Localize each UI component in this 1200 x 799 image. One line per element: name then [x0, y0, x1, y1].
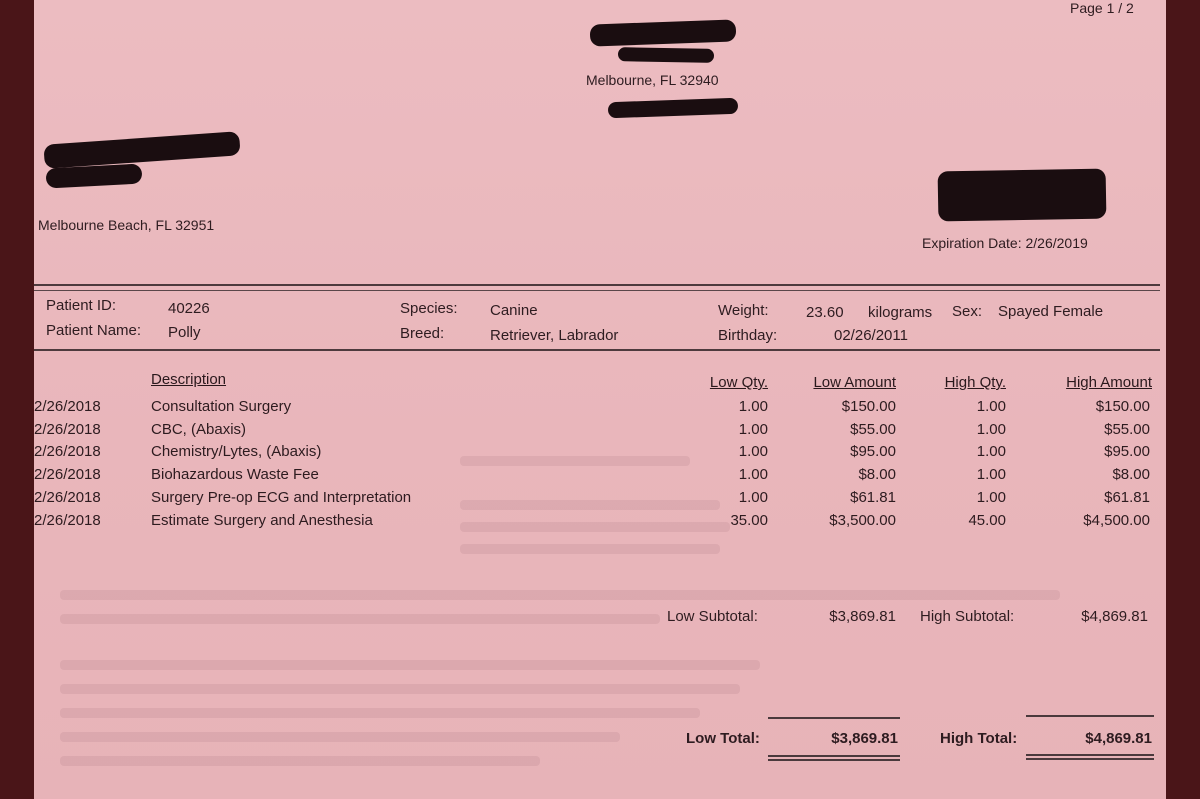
- table-row: [34, 443, 1166, 465]
- expiration-date: [922, 235, 1088, 251]
- row-low-amount: $95.00: [850, 443, 896, 460]
- row-high-qty: 1.00: [976, 489, 1006, 506]
- row-low-qty: 1.00: [738, 421, 768, 438]
- table-row: [34, 421, 1166, 443]
- row-high-qty: 1.00: [976, 466, 1006, 483]
- row-date: 2/26/2018: [34, 443, 101, 460]
- estimate-document: [34, 0, 1166, 799]
- row-low-qty: 1.00: [738, 443, 768, 460]
- redacted-estimate-info: [938, 169, 1107, 222]
- redacted-clinic-name: [590, 19, 737, 46]
- species-label: Species:: [400, 300, 458, 317]
- sex-label: Sex:: [952, 303, 983, 320]
- breed-label: Breed:: [400, 325, 445, 342]
- low-total-value: $3,869.81: [831, 730, 898, 747]
- row-date: 2/26/2018: [34, 466, 101, 483]
- patient-divider: [34, 349, 1160, 351]
- high-subtotal-label: High Subtotal:: [920, 608, 1015, 625]
- birthday-value: 02/26/2011: [834, 327, 908, 344]
- row-low-amount: $55.00: [850, 421, 896, 438]
- row-high-amount: $61.81: [1104, 489, 1150, 506]
- row-low-amount: $8.00: [858, 466, 896, 483]
- table-row: [34, 512, 1166, 534]
- row-high-qty: 45.00: [968, 512, 1006, 529]
- bleed-through-mark: [60, 732, 620, 742]
- patient-id-label: Patient ID:: [46, 297, 117, 314]
- row-high-amount: $8.00: [1112, 466, 1150, 483]
- redacted-client-name: [43, 131, 240, 169]
- low-subtotal-label: Low Subtotal:: [667, 608, 758, 625]
- row-date: 2/26/2018: [34, 398, 101, 415]
- top-divider: [34, 284, 1160, 286]
- breed-value: Retriever, Labrador: [490, 327, 619, 344]
- high-subtotal-value: $4,869.81: [1081, 608, 1148, 625]
- low-total-double-underline: [768, 755, 900, 761]
- redacted-clinic-suite: [618, 47, 714, 63]
- bleed-through-mark: [460, 544, 720, 554]
- expiration-label: Expiration Date:: [922, 235, 1022, 251]
- row-description: CBC, (Abaxis): [151, 421, 247, 438]
- header-high-amount: High Amount: [1066, 374, 1152, 391]
- row-high-amount: $95.00: [1104, 443, 1150, 460]
- weight-label: Weight:: [718, 302, 769, 319]
- row-description: Surgery Pre-op ECG and Interpretation: [151, 489, 412, 506]
- bleed-through-mark: [60, 756, 540, 766]
- low-subtotal-value: $3,869.81: [829, 608, 896, 625]
- row-high-amount: $4,500.00: [1083, 512, 1150, 529]
- row-description: Consultation Surgery: [151, 398, 292, 415]
- header-low-amount: Low Amount: [813, 374, 896, 391]
- species-value: Canine: [490, 302, 538, 319]
- weight-unit: kilograms: [868, 304, 933, 321]
- row-low-qty: 1.00: [738, 466, 768, 483]
- expiration-value: 2/26/2019: [1025, 235, 1088, 251]
- sex-value: Spayed Female: [998, 303, 1104, 320]
- row-high-qty: 1.00: [976, 398, 1006, 415]
- row-low-qty: 35.00: [730, 512, 768, 529]
- row-date: 2/26/2018: [34, 489, 101, 506]
- row-high-amount: $55.00: [1104, 421, 1150, 438]
- high-total-double-underline: [1026, 754, 1154, 760]
- row-description: Chemistry/Lytes, (Abaxis): [151, 443, 322, 460]
- low-total-label: Low Total:: [686, 730, 760, 747]
- header-low-qty: Low Qty.: [709, 374, 768, 391]
- high-total-value: $4,869.81: [1085, 730, 1152, 747]
- redacted-client-address: [46, 164, 143, 189]
- row-high-qty: 1.00: [976, 421, 1006, 438]
- header-description: Description: [151, 371, 227, 388]
- birthday-label: Birthday:: [718, 327, 778, 344]
- bleed-through-mark: [60, 614, 660, 624]
- bleed-through-mark: [60, 590, 1060, 600]
- patient-id-value: 40226: [168, 300, 210, 317]
- row-low-amount: $61.81: [850, 489, 896, 506]
- bleed-through-mark: [60, 660, 760, 670]
- clinic-city-line: Melbourne, FL 32940: [586, 72, 719, 88]
- high-total-overline: [1026, 715, 1154, 717]
- row-high-amount: $150.00: [1095, 398, 1150, 415]
- row-date: 2/26/2018: [34, 512, 101, 529]
- table-row: [34, 489, 1166, 511]
- table-row: [34, 466, 1166, 488]
- row-low-qty: 1.00: [738, 398, 768, 415]
- row-description: Biohazardous Waste Fee: [151, 466, 319, 483]
- bleed-through-mark: [60, 684, 740, 694]
- patient-name-value: Polly: [168, 324, 201, 341]
- patient-name-label: Patient Name:: [46, 322, 142, 339]
- row-low-amount: $150.00: [841, 398, 896, 415]
- row-date: 2/26/2018: [34, 421, 101, 438]
- bleed-through-mark: [60, 708, 700, 718]
- high-total-label: High Total:: [940, 730, 1018, 747]
- low-total-overline: [768, 717, 900, 719]
- top-divider-inner: [34, 290, 1160, 291]
- row-high-qty: 1.00: [976, 443, 1006, 460]
- row-low-qty: 1.00: [738, 489, 768, 506]
- weight-value: 23.60: [806, 304, 844, 321]
- row-description: Estimate Surgery and Anesthesia: [151, 512, 373, 529]
- row-low-amount: $3,500.00: [829, 512, 896, 529]
- header-high-qty: High Qty.: [944, 374, 1006, 391]
- client-city-line: Melbourne Beach, FL 32951: [38, 217, 215, 233]
- table-row: [34, 398, 1166, 420]
- page-number: Page 1 / 2: [1070, 0, 1134, 16]
- redacted-clinic-phone: [608, 98, 738, 119]
